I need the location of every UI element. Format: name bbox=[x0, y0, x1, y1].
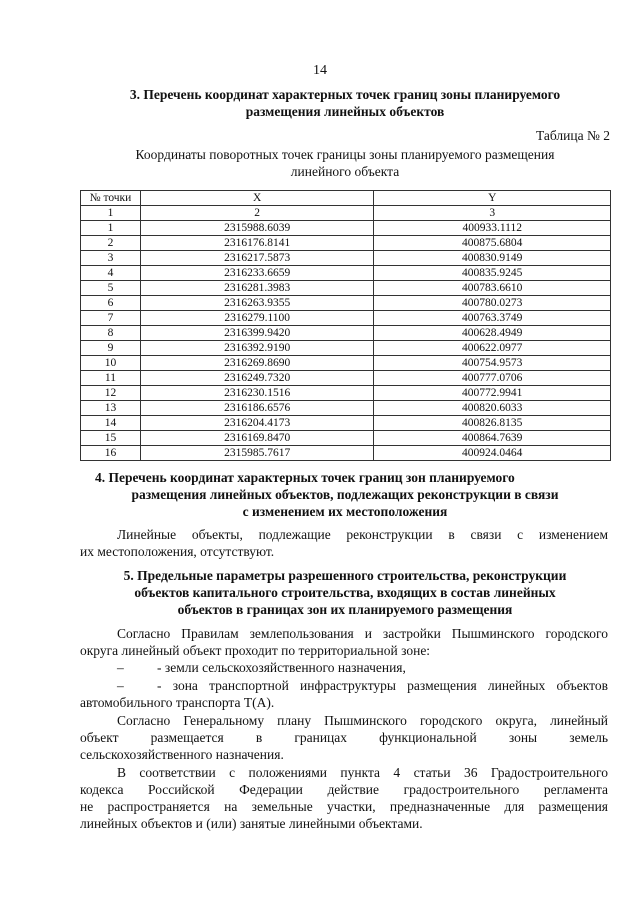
cell-y: 400622.0977 bbox=[374, 341, 611, 356]
table-row bbox=[81, 401, 611, 416]
cell-y: 400777.0706 bbox=[374, 371, 611, 386]
bullet-item-2: - зона транспортной инфраструктуры размещения линейных объектов bbox=[157, 678, 608, 693]
cell-y: 400763.3749 bbox=[374, 311, 611, 326]
cell-y: 400783.6610 bbox=[374, 281, 611, 296]
cell-y: 400772.9941 bbox=[374, 386, 611, 401]
section-5-p3-line2: кодекса Российской Федерации действие градостроительного регламента bbox=[80, 782, 608, 797]
cell-point-number: 4 bbox=[81, 266, 141, 281]
cell-point-number: 12 bbox=[81, 386, 141, 401]
cell-y: 400864.7639 bbox=[374, 431, 611, 446]
cell-y: 400820.6033 bbox=[374, 401, 611, 416]
cell-x: 2316392.9190 bbox=[140, 341, 374, 356]
cell-x: 2316169.8470 bbox=[140, 431, 374, 446]
section-5-heading-line1: 5. Предельные параметры разрешенного строительства, реконструкции bbox=[123, 568, 567, 583]
cell-point-number: 10 bbox=[81, 356, 141, 371]
table-row bbox=[81, 341, 611, 356]
cell-y: 400835.9245 bbox=[374, 266, 611, 281]
cell-point-number: 5 bbox=[81, 281, 141, 296]
cell-point-number: 2 bbox=[81, 236, 141, 251]
bullet-item-2-continuation: автомобильного транспорта Т(А). bbox=[80, 695, 275, 710]
cell-x: 2316249.7320 bbox=[140, 371, 374, 386]
table-row bbox=[81, 266, 611, 281]
table-header-row bbox=[81, 191, 611, 206]
cell-point-number: 14 bbox=[81, 416, 141, 431]
cell-point-number: 16 bbox=[81, 446, 141, 461]
cell-y: 400754.9573 bbox=[374, 356, 611, 371]
table-row bbox=[81, 311, 611, 326]
subheader-2: 2 bbox=[140, 206, 374, 221]
table-row bbox=[81, 386, 611, 401]
cell-point-number: 7 bbox=[81, 311, 141, 326]
cell-y: 400933.1112 bbox=[374, 221, 611, 236]
table-caption-line1: Координаты поворотных точек границы зоны планируемого размещения bbox=[135, 147, 555, 162]
page-number: 14 bbox=[313, 63, 327, 78]
cell-x: 2316399.9420 bbox=[140, 326, 374, 341]
cell-point-number: 1 bbox=[81, 221, 141, 236]
header-x: X bbox=[140, 191, 374, 206]
table-row bbox=[81, 296, 611, 311]
section-5-heading-line3: объектов в границах зон их планируемого размещения bbox=[177, 602, 513, 617]
section-5-p2-line2: объект размещается в границах функциональной зоны земель bbox=[80, 730, 608, 745]
section-5-p1-line2: округа линейный объект проходит по территориальной зоне: bbox=[80, 643, 431, 658]
table-row bbox=[81, 326, 611, 341]
cell-x: 2316233.6659 bbox=[140, 266, 374, 281]
cell-point-number: 6 bbox=[81, 296, 141, 311]
cell-x: 2316186.6576 bbox=[140, 401, 374, 416]
cell-y: 400924.0464 bbox=[374, 446, 611, 461]
cell-y: 400628.4949 bbox=[374, 326, 611, 341]
cell-x: 2316263.9355 bbox=[140, 296, 374, 311]
cell-point-number: 15 bbox=[81, 431, 141, 446]
section-5-p3-line3: не распространяется на земельные участки, предназначенные для размещения bbox=[80, 799, 608, 814]
table-row bbox=[81, 236, 611, 251]
section-5-heading-line2: объектов капитального строительства, входящих в состав линейных bbox=[134, 585, 556, 600]
section-4-heading-line1: 4. Перечень координат характерных точек границ зон планируемого bbox=[95, 470, 515, 485]
cell-x: 2316230.1516 bbox=[140, 386, 374, 401]
cell-y: 400830.9149 bbox=[374, 251, 611, 266]
table-subheader-row bbox=[81, 206, 611, 221]
cell-x: 2315988.6039 bbox=[140, 221, 374, 236]
cell-point-number: 9 bbox=[81, 341, 141, 356]
section-5-p3-line1: В соответствии с положениями пункта 4 статьи 36 Градостроительного bbox=[117, 765, 608, 780]
cell-y: 400826.8135 bbox=[374, 416, 611, 431]
bullet-dash-2: – bbox=[117, 678, 124, 693]
cell-x: 2315985.7617 bbox=[140, 446, 374, 461]
section-4-heading-line3: с изменением их местоположения bbox=[242, 504, 448, 519]
table-row bbox=[81, 281, 611, 296]
table-row bbox=[81, 416, 611, 431]
cell-y: 400780.0273 bbox=[374, 296, 611, 311]
section-4-heading-line2: размещения линейных объектов, подлежащих реконструкции в связи bbox=[131, 487, 559, 502]
section-4-paragraph-line2: их местоположения, отсутствуют. bbox=[80, 544, 275, 559]
table-row bbox=[81, 221, 611, 236]
cell-x: 2316176.8141 bbox=[140, 236, 374, 251]
cell-x: 2316204.4173 bbox=[140, 416, 374, 431]
section-5-p2-line1: Согласно Генеральному плану Пышминского городского округа, линейный bbox=[117, 713, 608, 728]
cell-x: 2316217.5873 bbox=[140, 251, 374, 266]
section-4-paragraph-line1: Линейные объекты, подлежащие реконструкции в связи с изменением bbox=[117, 527, 608, 542]
bullet-item-1: - земли сельскохозяйственного назначения, bbox=[157, 660, 406, 675]
cell-x: 2316281.3983 bbox=[140, 281, 374, 296]
table-caption-line2: линейного объекта bbox=[290, 164, 400, 179]
section-3-heading-line2: размещения линейных объектов bbox=[245, 104, 445, 119]
section-5-p1-line1: Согласно Правилам землепользования и застройки Пышминского городского bbox=[117, 626, 608, 641]
cell-point-number: 8 bbox=[81, 326, 141, 341]
cell-x: 2316269.8690 bbox=[140, 356, 374, 371]
table-row bbox=[81, 371, 611, 386]
subheader-3: 3 bbox=[374, 206, 611, 221]
table-label: Таблица № 2 bbox=[536, 128, 610, 143]
section-5-p3-line4: линейных объектов и (или) занятые линейными объектами. bbox=[80, 816, 423, 831]
table-row bbox=[81, 446, 611, 461]
header-point-number: № точки bbox=[81, 191, 141, 206]
cell-point-number: 11 bbox=[81, 371, 141, 386]
coordinates-table bbox=[80, 190, 611, 461]
section-3-heading-line1: 3. Перечень координат характерных точек границ зоны планируемого bbox=[129, 87, 561, 102]
section-5-p2-line3: сельскохозяйственного назначения. bbox=[80, 747, 284, 762]
table-row bbox=[81, 431, 611, 446]
header-y: Y bbox=[374, 191, 611, 206]
cell-point-number: 3 bbox=[81, 251, 141, 266]
subheader-1: 1 bbox=[81, 206, 141, 221]
bullet-dash-1: – bbox=[117, 660, 124, 675]
table-row bbox=[81, 251, 611, 266]
cell-x: 2316279.1100 bbox=[140, 311, 374, 326]
cell-y: 400875.6804 bbox=[374, 236, 611, 251]
cell-point-number: 13 bbox=[81, 401, 141, 416]
table-row bbox=[81, 356, 611, 371]
